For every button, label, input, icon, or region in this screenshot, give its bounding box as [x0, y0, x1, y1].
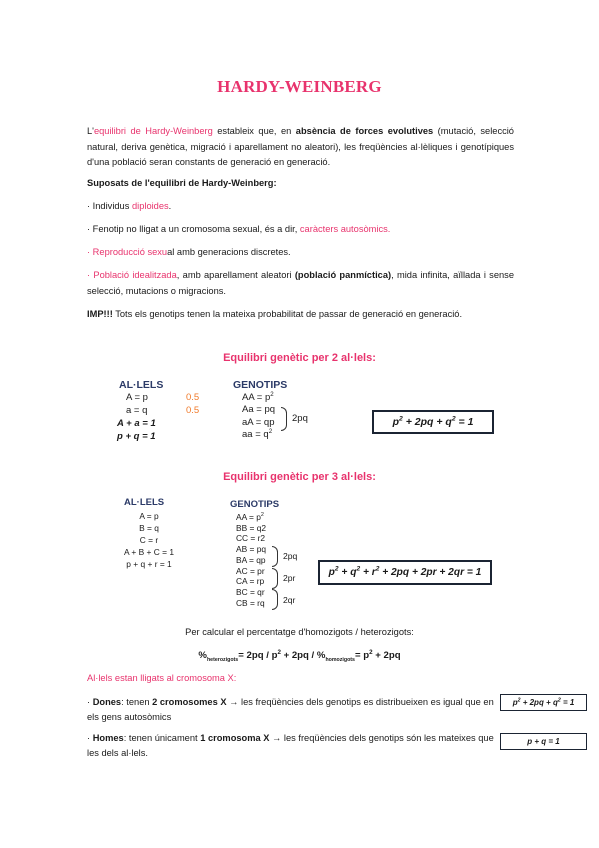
sex-linked-heading-text: Al·lels estan lligats al cromosoma X:	[87, 673, 237, 683]
imp-note	[87, 307, 462, 323]
genotype-eq: aA = qp	[242, 416, 275, 428]
suposat-highlight: · Població idealitzada	[87, 270, 177, 280]
allele-sum-freq: p + q + r = 1	[126, 559, 172, 569]
suposat-text: al amb generacions discretes.	[167, 247, 291, 257]
alleles-list-2	[126, 392, 199, 417]
brace-label-2pq: 2pq	[292, 413, 308, 424]
genotype-row	[242, 404, 275, 416]
imp-text: Tots els genotips tenen la mateixa probabilitat de passar de generació en generació.	[112, 309, 463, 319]
suposat-text: , mida infinita, aïllada i sense selecció, mutacions o migracions.	[87, 270, 514, 296]
allele-row	[126, 405, 199, 418]
brace-icon	[272, 546, 278, 567]
allele-value: 0.5	[186, 392, 200, 403]
genotype-row: AC = pr	[236, 565, 265, 576]
suposat-item-autosomics	[87, 222, 390, 238]
allele-eq: C = r	[139, 535, 159, 545]
percent-eq: = 2pq / p	[238, 650, 278, 661]
percent-subscript: heterozigots	[206, 656, 239, 663]
dones-label: Dones	[92, 697, 122, 707]
genotype-list-3	[236, 512, 266, 608]
sex-linked-heading	[87, 671, 236, 687]
allele-eq: A = p	[126, 392, 148, 403]
percent-eq: = p	[354, 650, 370, 661]
suposat-text: · Individus	[87, 201, 132, 211]
suposat-bold: (població panmíctica)	[294, 270, 392, 280]
brace-label-2qr: 2qr	[283, 595, 296, 605]
percent-eq: + 2pq / %	[280, 650, 326, 661]
allele-sum: A + a = 1	[117, 418, 156, 429]
intro-highlight-hw: equilibri de Hardy-Weinberg	[93, 126, 213, 136]
genotype-row: CC = r2	[236, 533, 266, 544]
page-title: HARDY-WEINBERG	[217, 77, 382, 96]
dones-paragraph	[87, 695, 494, 724]
suposat-highlight: caràcters autosòmics.	[299, 224, 391, 234]
genotype-row: CB = rq	[236, 597, 265, 608]
percent-intro: Per calcular el percentatge d'homozigots / heterozigots:	[185, 627, 414, 637]
brace-icon	[281, 407, 287, 431]
alleles-list-3	[119, 510, 179, 570]
genotype-row: BB = q2	[236, 522, 267, 533]
genotype-row: BC = qr	[236, 586, 265, 597]
genotype-row: AB = pq	[236, 544, 267, 555]
intro-paragraph	[87, 124, 514, 171]
allele-sum-list-2	[117, 418, 156, 443]
genotype-eq: AA = p	[236, 512, 261, 522]
section-heading-3-alleles: Equilibri genètic per 3 al·lels:	[223, 471, 376, 483]
allele-eq: B = q	[139, 523, 159, 533]
hw-formula-2-alleles: $p^2 + 2pq + q^2 = 1$	[372, 410, 494, 434]
genotypes-title-3: GENOTIPS	[230, 499, 280, 510]
homes-label: Homes	[92, 733, 124, 743]
percent-symbol: %	[198, 650, 207, 661]
intro-text-1: L'	[87, 126, 94, 136]
suposat-item-reproduccio	[87, 245, 291, 261]
genotype-eq: aa = q	[242, 428, 269, 440]
homes-chromosomes: 1 cromosoma X	[200, 733, 270, 743]
genotype-list-2	[242, 392, 275, 441]
homes-formula-box: p + q = 1	[500, 733, 587, 750]
suposat-item-poblacio	[87, 268, 514, 299]
suposat-text: .	[168, 201, 172, 211]
suposat-text: , amb aparellament aleatori	[176, 270, 295, 280]
brace-icon	[272, 589, 278, 610]
intro-highlight-forces: absència de forces evolutives	[295, 126, 434, 136]
brace-label-2pr: 2pr	[283, 573, 296, 583]
genotype-row: AA = $p^2$	[242, 390, 274, 403]
genotype-eq: Aa = pq	[242, 404, 276, 416]
text: ·	[87, 697, 93, 707]
allele-eq: a = q	[126, 404, 148, 416]
percent-formula: $\%_{heterozigots}= 2pq / p^2 + 2pq / \%_{homozigots}= p^2 + 2pq$	[198, 648, 401, 663]
dones-chromosomes: 2 cromosomes X	[152, 697, 227, 707]
genotype-row: BA = qp	[236, 554, 266, 565]
text: : tenen	[121, 697, 153, 707]
imp-label: IMP!!!	[87, 309, 113, 319]
allele-sum: A + B + C = 1	[123, 547, 175, 557]
suposats-heading: Suposats de l'equilibri de Hardy-Weinberg:	[87, 178, 277, 188]
text: → les freqüències dels genotips són les mateixes que les dels al·lels.	[87, 733, 494, 758]
text: ·	[87, 733, 93, 743]
dones-formula-box: $p^2 + 2pq + q^2 = 1$	[500, 694, 587, 711]
genotype-eq: AA = p	[242, 392, 271, 403]
genotypes-title-2: GENOTIPS	[233, 379, 288, 391]
homes-paragraph	[87, 731, 497, 760]
brace-label-2pq: 2pq	[283, 551, 298, 561]
genotype-row: CA = rp	[236, 576, 265, 587]
genotype-row: AA = $p^2$	[236, 512, 264, 522]
allele-row	[126, 392, 199, 405]
hw-formula-3-alleles: $p^2 + q^2 + r^2 + 2pq + 2pr + 2qr = 1$	[318, 560, 492, 585]
suposat-highlight: · Reproducció sexu	[87, 247, 168, 257]
section-heading-2-alleles: Equilibri genètic per 2 al·lels:	[223, 352, 376, 364]
text: : tenen únicament	[123, 733, 201, 743]
suposat-text: · Fenotip no lligat a un cromosoma sexual, és a dir,	[87, 224, 300, 234]
genotype-row: aa = $q^2$	[242, 427, 273, 440]
intro-text-2: estableix que, en	[212, 126, 296, 136]
text: → les freqüències dels genotips es distribueixen es igual que en els gens autosòmics	[87, 697, 494, 722]
suposat-item-diploides	[87, 199, 171, 215]
allele-value: 0.5	[186, 404, 200, 416]
alleles-title-2: AL·LELS	[119, 379, 164, 391]
allele-sum-freq: p + q = 1	[117, 430, 156, 442]
allele-eq: A = p	[139, 511, 159, 521]
alleles-title-3: AL·LELS	[124, 497, 165, 508]
intro-text-3: (mutació, selecció natural, deriva genètica, migració i aparellament no aleatori), les freqüències al·lèliques i genotípiques d'una població seran constants de generació en generació.	[87, 126, 514, 167]
percent-subscript: homozigots	[325, 656, 355, 663]
suposat-highlight: diploides	[131, 201, 169, 211]
brace-icon	[272, 568, 278, 589]
percent-eq: + 2pq	[372, 650, 401, 661]
